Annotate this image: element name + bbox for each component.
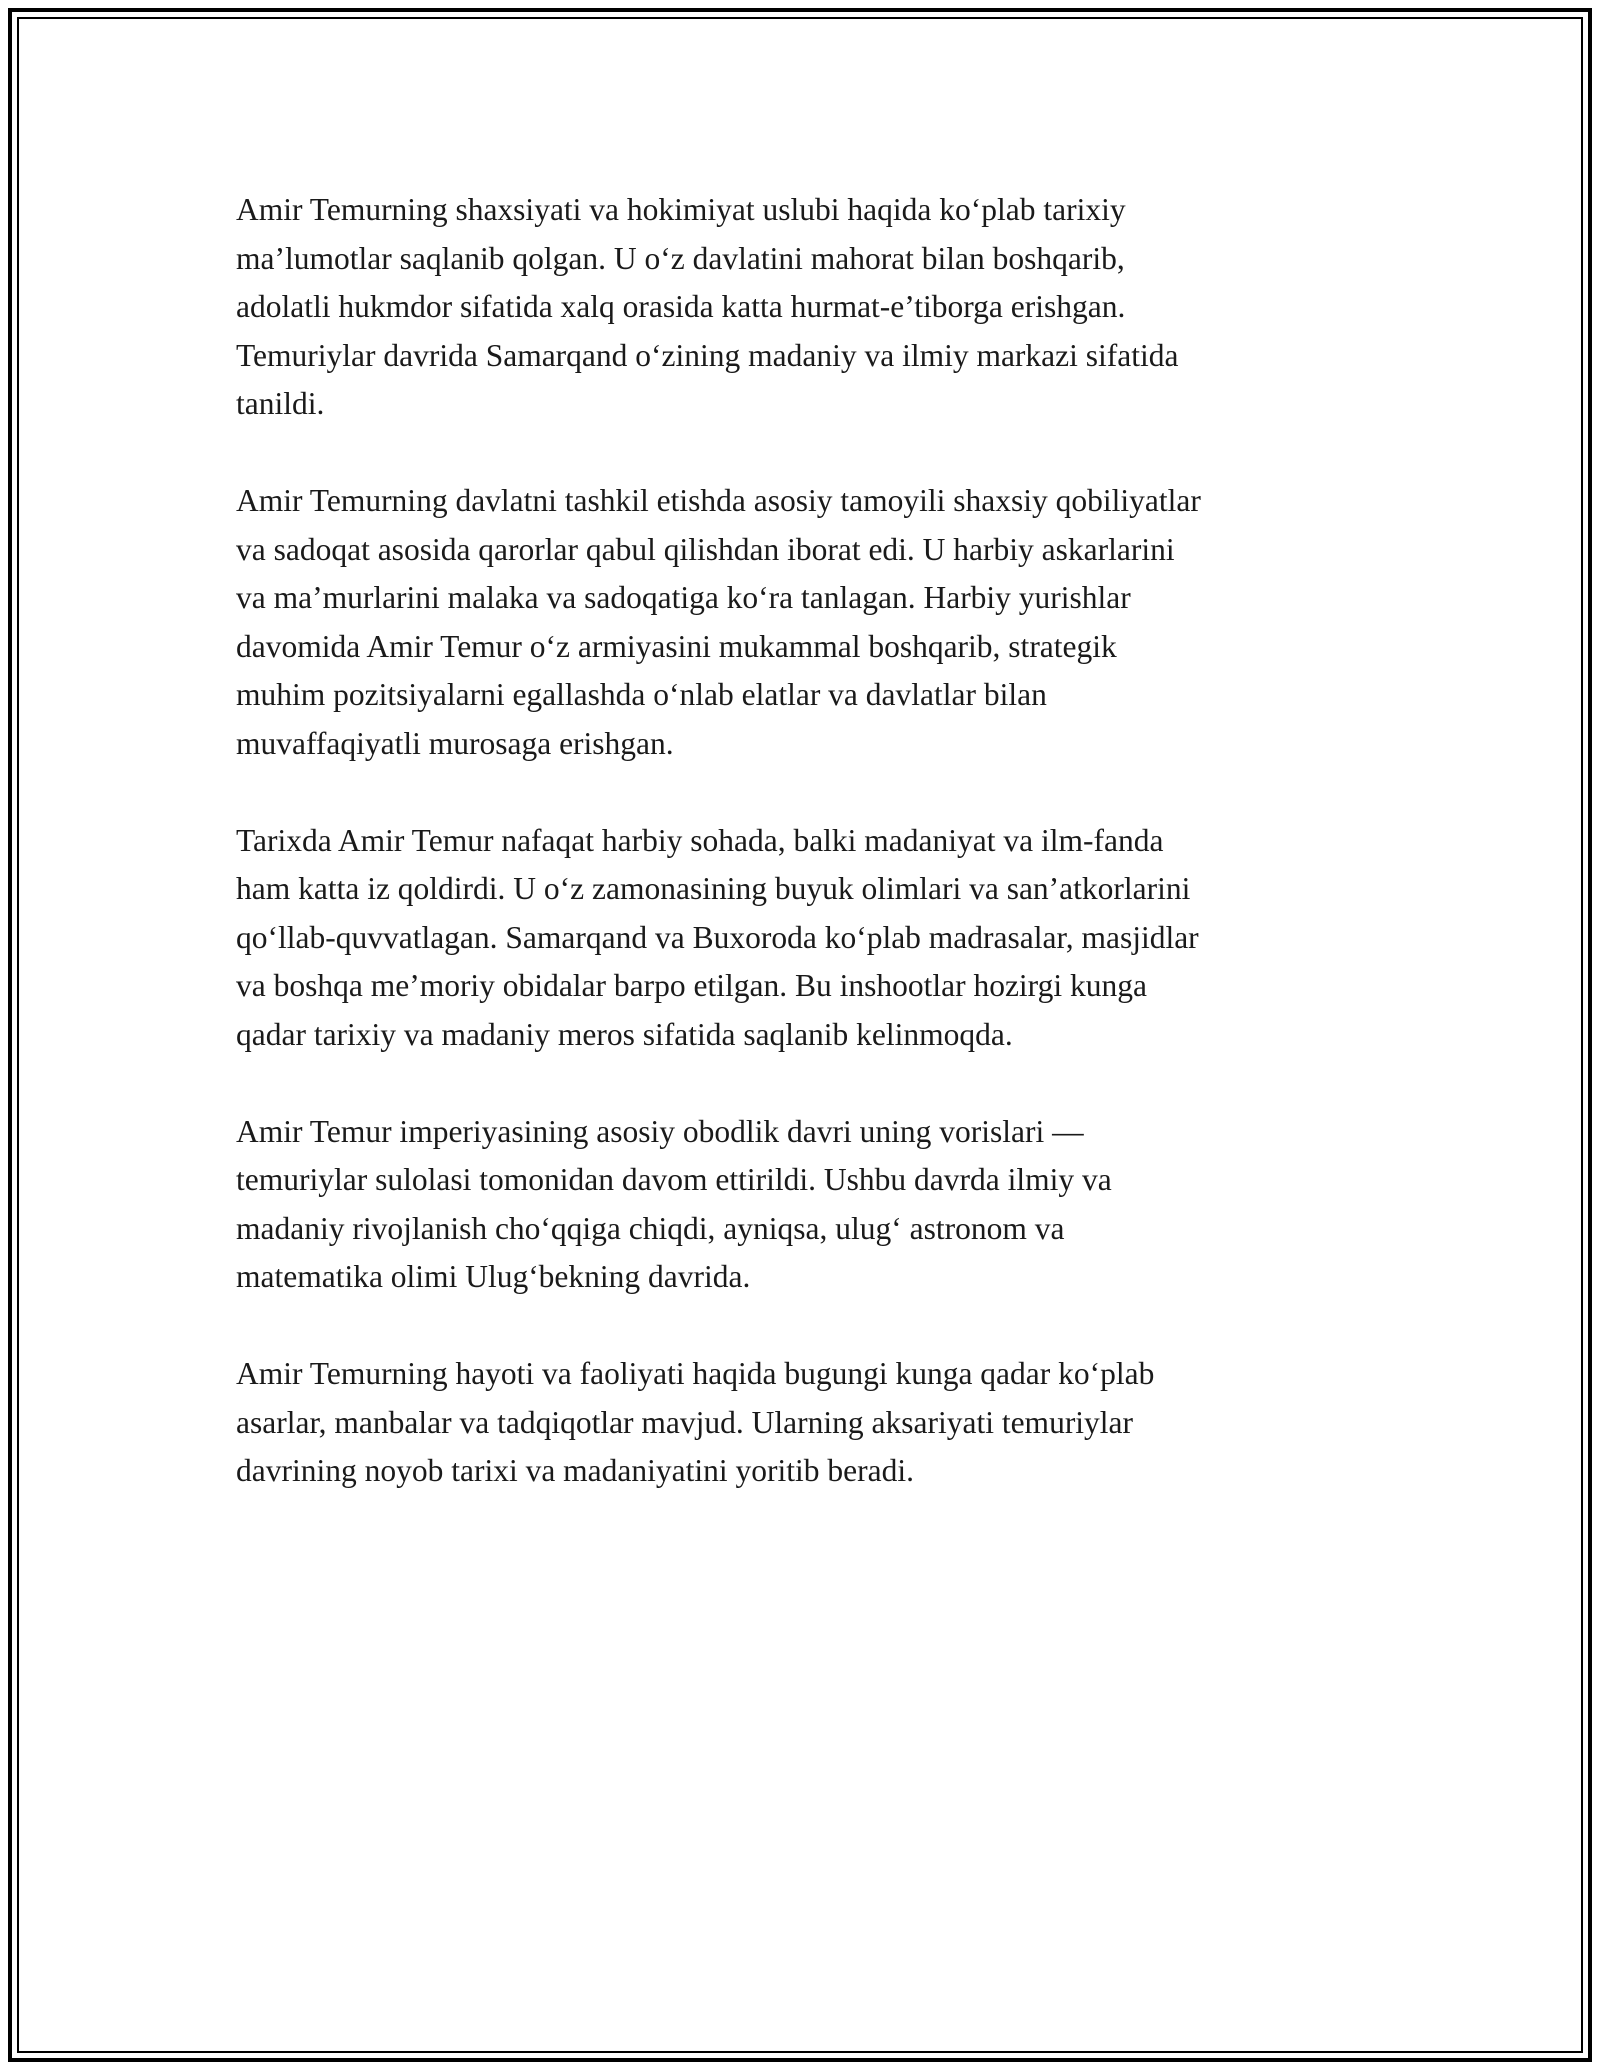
paragraph-3: Tarixda Amir Temur nafaqat harbiy sohada, balki madaniyat va ilm-fanda ham katta iz qoldirdi. U o‘z zamonasining buyuk olimlari va san’atkorlarini qo‘llab-quvvatlagan. Samarqand va Buxoroda ko‘plab madrasalar, masjidlar va boshqa me’moriy obidalar barpo etilgan. Bu inshootlar hozirgi kunga qadar tarixiy va madaniy meros sifatida saqlanib kelinmoqda. — [236, 822, 1199, 1052]
paragraph-5: Amir Temurning hayoti va faoliyati haqida bugungi kunga qadar ko‘plab asarlar, manbalar va tadqiqotlar mavjud. Ularning aksariyati temuriylar davrining noyob tarixi va madaniyatini yoritib beradi. — [236, 1356, 1155, 1488]
paragraph-1: Amir Temurning shaxsiyati va hokimiyat uslubi haqida ko‘plab tarixiy ma’lumotlar saqlanib qolgan. U o‘z davlatini mahorat bilan boshqarib, adolatli hukmdor sifatida xalq orasida katta hurmat-e’tiborga erishgan. Temuriylar davrida Samarqand o‘zining madaniy va ilmiy markazi sifatida tanildi. — [236, 192, 1179, 421]
document-body — [236, 186, 1386, 1544]
paragraph-2: Amir Temurning davlatni tashkil etishda asosiy tamoyili shaxsiy qobiliyatlar va sadoqat asosida qarorlar qabul qilishdan iborat edi. U harbiy askarlarini va ma’murlarini malaka va sadoqatiga ko‘ra tanlagan. Harbiy yurishlar davomida Amir Temur o‘z armiyasini mukammal boshqarib, strategik muhim pozitsiyalarni egallashda o‘nlab elatlar va davlatlar bilan muvaffaqiyatli murosaga erishgan. — [236, 483, 1201, 761]
paragraph-4: Amir Temur imperiyasining asosiy obodlik davri uning vorislari — temuriylar sulolasi tomonidan davom ettirildi. Ushbu davrda ilmiy va madaniy rivojlanish cho‘qqiga chiqdi, ayniqsa, ulug‘ astronom va matematika olimi Ulug‘bekning davrida. — [236, 1113, 1112, 1294]
